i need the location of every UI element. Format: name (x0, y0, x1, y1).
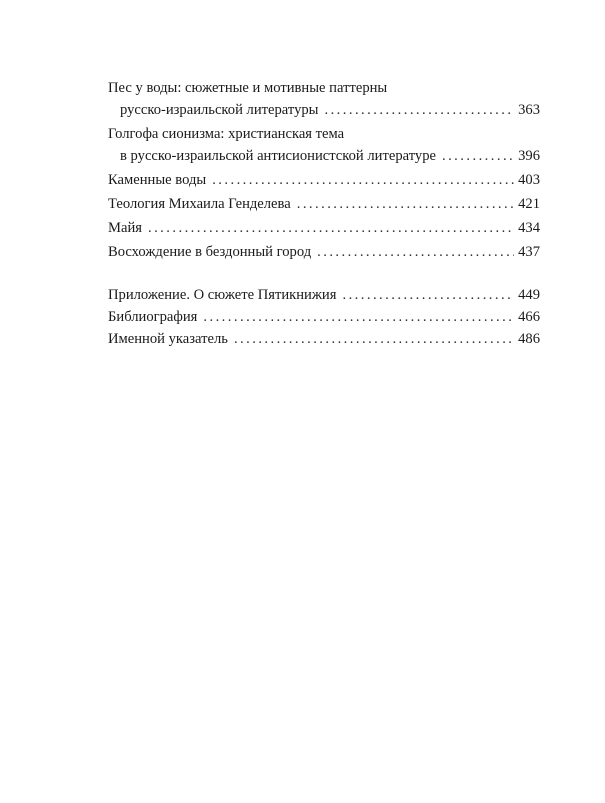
toc-group-appendix (108, 284, 540, 350)
table-of-contents (108, 77, 540, 350)
toc-entry[interactable] (108, 123, 540, 167)
toc-entry[interactable] (108, 77, 540, 121)
toc-entry-title: Каменные воды (108, 172, 207, 188)
toc-entry[interactable] (108, 284, 540, 306)
toc-entry-title: Приложение. О сюжете Пятикнижия (108, 287, 337, 303)
toc-entry-title: Именной указатель (108, 331, 228, 347)
toc-entry-title-line1: Голгофа сионизма: христианская тема (108, 126, 345, 142)
toc-entry-title: Теология Михаила Генделева (108, 196, 291, 212)
toc-page-number: 437 (518, 244, 540, 260)
toc-entry-title: Библиография (108, 309, 198, 325)
toc-entry[interactable] (108, 241, 540, 263)
toc-entry-title: Восхождение в бездонный город (108, 244, 312, 260)
toc-entry[interactable] (108, 169, 540, 191)
toc-page-number: 449 (518, 287, 540, 303)
toc-entry[interactable] (108, 217, 540, 239)
dot-leader (212, 169, 514, 191)
toc-entry[interactable] (108, 328, 540, 350)
toc-page-number: 396 (518, 148, 540, 164)
toc-page-number: 403 (518, 172, 540, 188)
dot-leader (342, 284, 514, 306)
toc-entry-title-line1: Пес у воды: сюжетные и мотивные паттерны (108, 80, 388, 96)
dot-leader (234, 328, 514, 350)
toc-entry[interactable] (108, 193, 540, 215)
dot-leader (297, 193, 514, 215)
toc-group-chapters (108, 77, 540, 263)
toc-entry-title-line2: в русско-израильской антисионистской литературе (120, 148, 436, 164)
section-gap (108, 263, 540, 284)
toc-entry-title-line2: русско-израильской литературы (120, 102, 319, 118)
dot-leader (324, 99, 514, 121)
toc-page-number: 421 (518, 196, 540, 212)
dot-leader (317, 241, 514, 263)
toc-page-number: 434 (518, 220, 540, 236)
toc-page-number: 363 (518, 102, 540, 118)
toc-entry-title: Майя (108, 220, 142, 236)
dot-leader (203, 306, 514, 328)
toc-page-number: 466 (518, 309, 540, 325)
dot-leader (148, 217, 514, 239)
toc-page-number: 486 (518, 331, 540, 347)
dot-leader (442, 145, 514, 167)
toc-entry[interactable] (108, 306, 540, 328)
